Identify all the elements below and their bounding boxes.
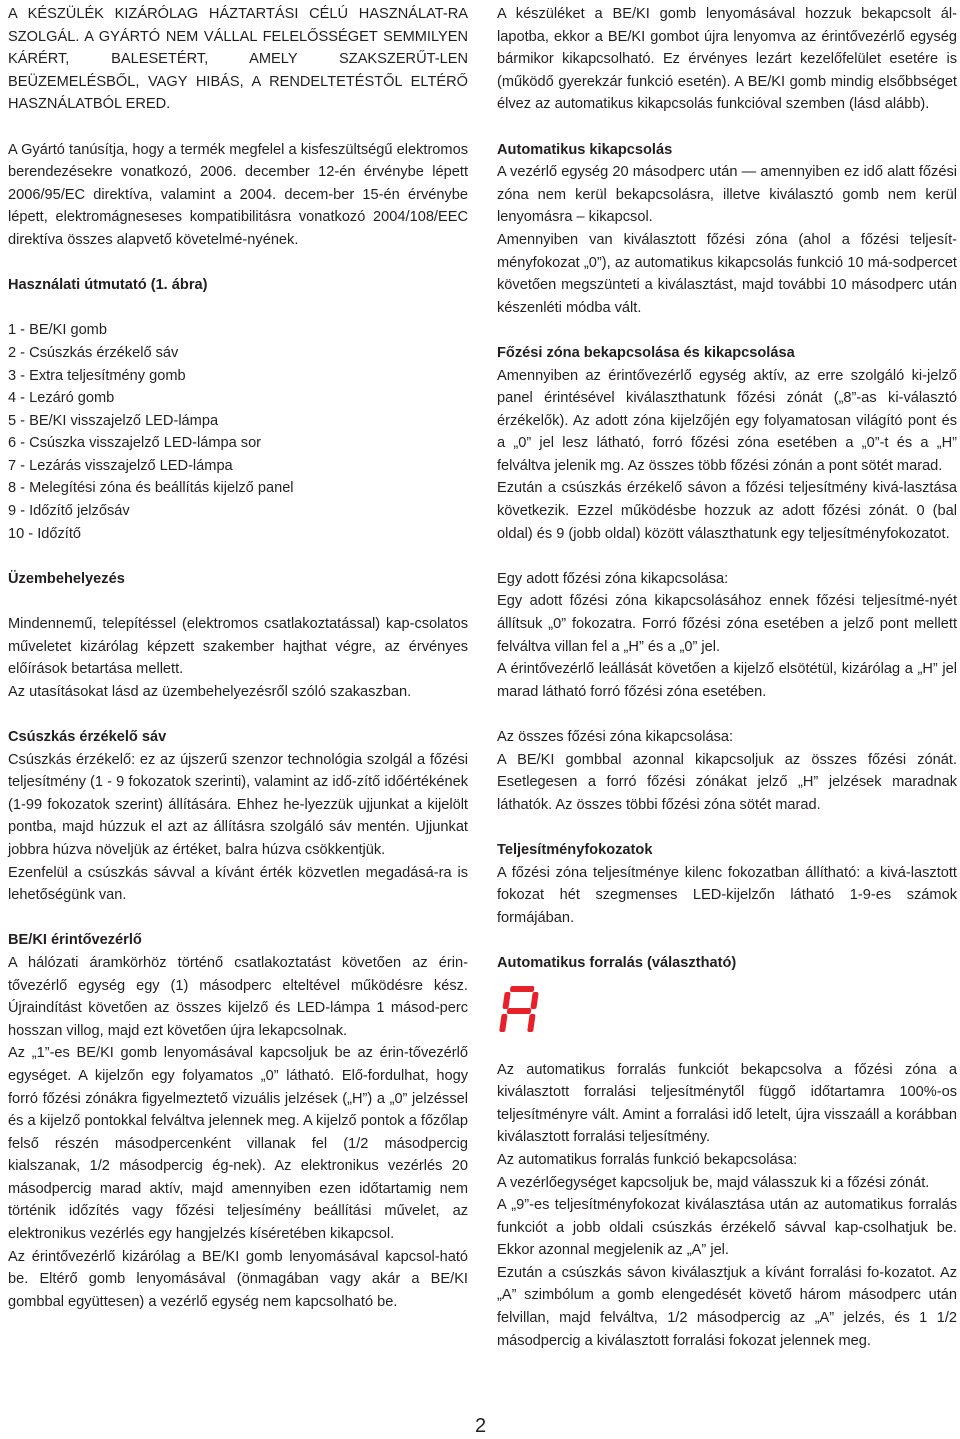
auto-boil-paragraph: A „9”-es teljesítményfokozat kiválasztása után az automatikus forralás funkciót a jobb oldali csúszkás érzékelő sávval kap-csolhatjuk be. Ekkor azonnal megjelenik az „A” jel. [497, 1197, 957, 1259]
zone-off-label: Egy adott főzési zóna kikapcsolása: [497, 570, 729, 587]
led-segment-middle [507, 1008, 532, 1014]
power-paragraph: A főzési zóna teljesítménye kilenc fokozatban állítható: a kivá-lasztott fokozat hét szegmenses LED-kijelzőn látható 1-9-es számok formájában. [497, 864, 957, 926]
led-segment-upper-left [502, 992, 510, 1009]
list-item: 2 - Csúszkás érzékelő sáv [8, 344, 179, 361]
list-item: 4 - Lezáró gomb [8, 390, 115, 407]
zone-heading: Főzési zóna bekapcsolása és kikapcsolása [497, 344, 795, 361]
auto-off-paragraph: A vezérlő egység 20 másodperc után — amennyiben ez idő alatt főzési zóna nem kerül bekapcsolásra, illetve kiválasztó gomb nem kerül lenyomásra – kikapcsol. [497, 164, 957, 226]
auto-off-paragraph: Amennyiben van kiválasztott főzési zóna (ahol a főzési teljesít-ményfokozat „0”), az automatikus kikapcsolás funkció 10 má-sodpercet követően megszünteti a kiválasztást, majd további 10 másodperc után készenléti módba vált. [497, 231, 957, 316]
auto-boil-paragraph: Az automatikus forralás funkció bekapcsolása: [497, 1151, 798, 1168]
list-item: 3 - Extra teljesítmény gomb [8, 367, 186, 384]
list-item: 1 - BE/KI gomb [8, 322, 107, 339]
zone-off-paragraph: Egy adott főzési zóna kikapcsolásához ennek főzési teljesítmé-nyét állítsuk „0” fokozatra. Forró főzési zóna esetében a jelző pont mellett felváltva villan fel a „H” és a „0” jel. [497, 593, 957, 655]
install-heading: Üzembehelyezés [8, 570, 125, 587]
led-segment-top [510, 986, 535, 992]
slider-paragraph: Csúszkás érzékelő: ez az újszerű szenzor technológia szolgál a főzési teljesítmény (1 - 9 fokozatok szerinti), valamint az idő-zítő időértékének (1-99 fokozatok szerint) állítására. Ehhez he-lyezzük ujjunkat a kijelölt pontba, majd húzzuk el azt az állításra szolgáló sáv mentén. Ujjunkat jobbra húzva növeljük az értéket, balra húzva csökkentjük. [8, 751, 468, 858]
list-item: 7 - Lezárás visszajelző LED-lámpa [8, 457, 233, 474]
list-item: 10 - Időzítő [8, 525, 82, 542]
led-segment-lower-left [499, 1014, 508, 1032]
zone-off-paragraph: A érintővezérlő leállását követően a kijelző elsötétül, kizárólag a „H” jel marad látható forró főzési zóna esetében. [497, 661, 957, 700]
power-heading: Teljesítményfokozatok [497, 841, 653, 858]
install-paragraph: Az utasításokat lásd az üzembehelyezésről szóló szakaszban. [8, 683, 412, 700]
disclaimer-text: A KÉSZÜLÉK KIZÁRÓLAG HÁZTARTÁSI CÉLÚ HASZNÁLAT-RA SZOLGÁL. A GYÁRTÓ NEM VÁLLAL FELELŐSSÉGET SEMMILYEN KÁRÉRT, BALESETÉRT, AMELY SZAKSZERŰT-LEN BEÜZEMELÉSBŐL, VAGY HIBÁS, A RENDELTETÉSTŐL ELTÉRŐ HASZNÁLATBÓL ERED. [8, 6, 468, 113]
auto-boil-heading: Automatikus forralás (választható) [497, 954, 737, 971]
slider-heading: Csúszkás érzékelő sáv [8, 729, 167, 745]
all-off-label: Az összes főzési zóna kikapcsolása: [497, 729, 734, 745]
intro-paragraph: A készüléket a BE/KI gomb lenyomásával hozzuk bekapcsolt ál-lapotba, ekkor a BE/KI gombot újra lenyomva az érintővezérlő egység bármikor kikapcsolható. Ez érvényes lezárt kezelőfelület esetére is (működő gyerekzár funkció esetén). A BE/KI gomb mindig elsőbbséget élvez az automatikus kikapcsolás funkcióval szemben (lásd alább). [497, 6, 957, 113]
page-number: 2 [475, 1415, 487, 1437]
list-item: 8 - Melegítési zóna és beállítás kijelző panel [8, 480, 294, 497]
led-segment-lower-right [527, 1014, 536, 1032]
touch-control-paragraph: Az érintővezérlő kizárólag a BE/KI gomb lenyomásával kapcsol-ható be. Eltérő gomb lenyomásával (önmagában vagy akár a BE/KI gombbal együttesen) a vezérlő egység nem kapcsolható be. [8, 1248, 468, 1310]
auto-boil-paragraph: A vezérlőegységet kapcsoljuk be, majd válasszuk ki a főzési zónát. [497, 1174, 930, 1191]
list-item: 6 - Csúszka visszajelző LED-lámpa sor [8, 435, 262, 452]
seven-segment-a-icon [497, 983, 957, 1041]
touch-control-paragraph: Az „1”-es BE/KI gomb lenyomásával kapcsoljuk be az érin-tővezérlő egységet. A kijelzőn egy folyamatos „0” látható. Elő-fordulhat, hogy forró főzési zónákra figyelmeztető vizuális jelzések („H”) a „0” jelzéssel és a kijelző pontokkal felváltva jelennek meg. A kijelző pontok a főzőlap felső részén másodpercenként villanak fel (1/2 másodpercig kialszanak, 1/2 másodpercig ég-nek). Az elektronikus vezérlés 20 másodpercig marad aktív, majd amennyiben ezen időtartamig nem történik időzítés vagy főzési teljesímény beállítási művelet, az elektronikus vezérlés egy hangjelzés kíséretében kikapcsol. [8, 1045, 468, 1243]
zone-paragraph: Amennyiben az érintővezérlő egység aktív, az erre szolgáló ki-jelző panel érintésével kiválaszthatunk főzési zónát („8”-as ki-választó érzékelők). Az adott zóna kijelzőjén egy folyamatosan világító pont és a „0” jel lesz látható, forró főzési zóna esetében a „0”-t és a „H” felváltva jelenik mg. Az összes több főzési zónán a pont sötét marad. [497, 367, 957, 474]
auto-boil-paragraph: Ezután a csúszkás sávon kiválasztjuk a kívánt forralási fo-kozatot. Az „A” szimbólum a gomb elengedését követő három másodperc után felvillan, majd felváltva, 1/2 másodpercig az „A” jelzés, és 1 1/2 másodpercig a kiválasztott forralási fokozat jelennek meg. [497, 1264, 957, 1349]
all-off-paragraph: A BE/KI gombbal azonnal kikapcsoljuk az összes főzési zónát. Esetlegesen a forró főzési zónákat jelző „H” jelzések maradnak láthatók. Az összes többi főzési zóna sötét marad. [497, 751, 957, 813]
left-column [8, 3, 468, 1313]
right-column [497, 3, 957, 1352]
guide-heading: Használati útmutató (1. ábra) [8, 277, 208, 294]
auto-boil-paragraph: Az automatikus forralás funkciót bekapcsolva a főzési zóna a kiválasztott forralási teljesítménytől függő időtartamra 100%-os teljesítményre vált. Amint a forralási idő letelt, újra visszaáll a korábban kiválasztott forralási teljesítmény. [497, 1061, 957, 1146]
auto-off-heading: Automatikus kikapcsolás [497, 141, 673, 158]
component-list [8, 319, 468, 545]
led-a-glyph [497, 983, 543, 1039]
zone-paragraph: Ezután a csúszkás érzékelő sávon a főzési teljesítmény kivá-lasztása következik. Ezzel működésbe hozzuk az adott főzési zónát. 0 (bal oldal) és 9 (jobb oldal) között választhatunk egy teljesítményfokozatot. [497, 480, 957, 542]
install-paragraph: Mindennemű, telepítéssel (elektromos csatlakoztatással) kap-csolatos műveletet kizárólag képzett szakember hajthat végre, az érvényes előírások betartása mellett. [8, 616, 468, 678]
touch-control-paragraph: A hálózati áramkörhöz történő csatlakoztatást követően az érin-tővezérlő egység egy (1) másodperc elteltével működésre kész. Újraindítást követően az összes kijelző és LED-lámpa 1 másod-perc hosszan villog, majd ezt követően újra lekapcsolnak. [8, 954, 468, 1039]
list-item: 5 - BE/KI visszajelző LED-lámpa [8, 412, 219, 429]
led-segment-upper-right [530, 992, 538, 1009]
list-item: 9 - Időzítő jelzősáv [8, 503, 130, 520]
certification-text: A Gyártó tanúsítja, hogy a termék megfelel a kisfeszültségű elektromos berendezésekre vonatkozó, 2006. december 12-én érvénybe lépett 2006/95/EC direktíva, valamint a 2004. decem-ber 15-én érvénybe lépett, elektromágneseses kompatibilitásra vonatkozó 2004/108/EEC direktíva összes alapvető követelmé-nyének. [8, 141, 468, 248]
slider-paragraph: Ezenfelül a csúszkás sávval a kívánt érték közvetlen megadásá-ra is lehetőségünk van. [8, 864, 468, 904]
touch-control-heading: BE/KI érintővezérlő [8, 932, 142, 949]
